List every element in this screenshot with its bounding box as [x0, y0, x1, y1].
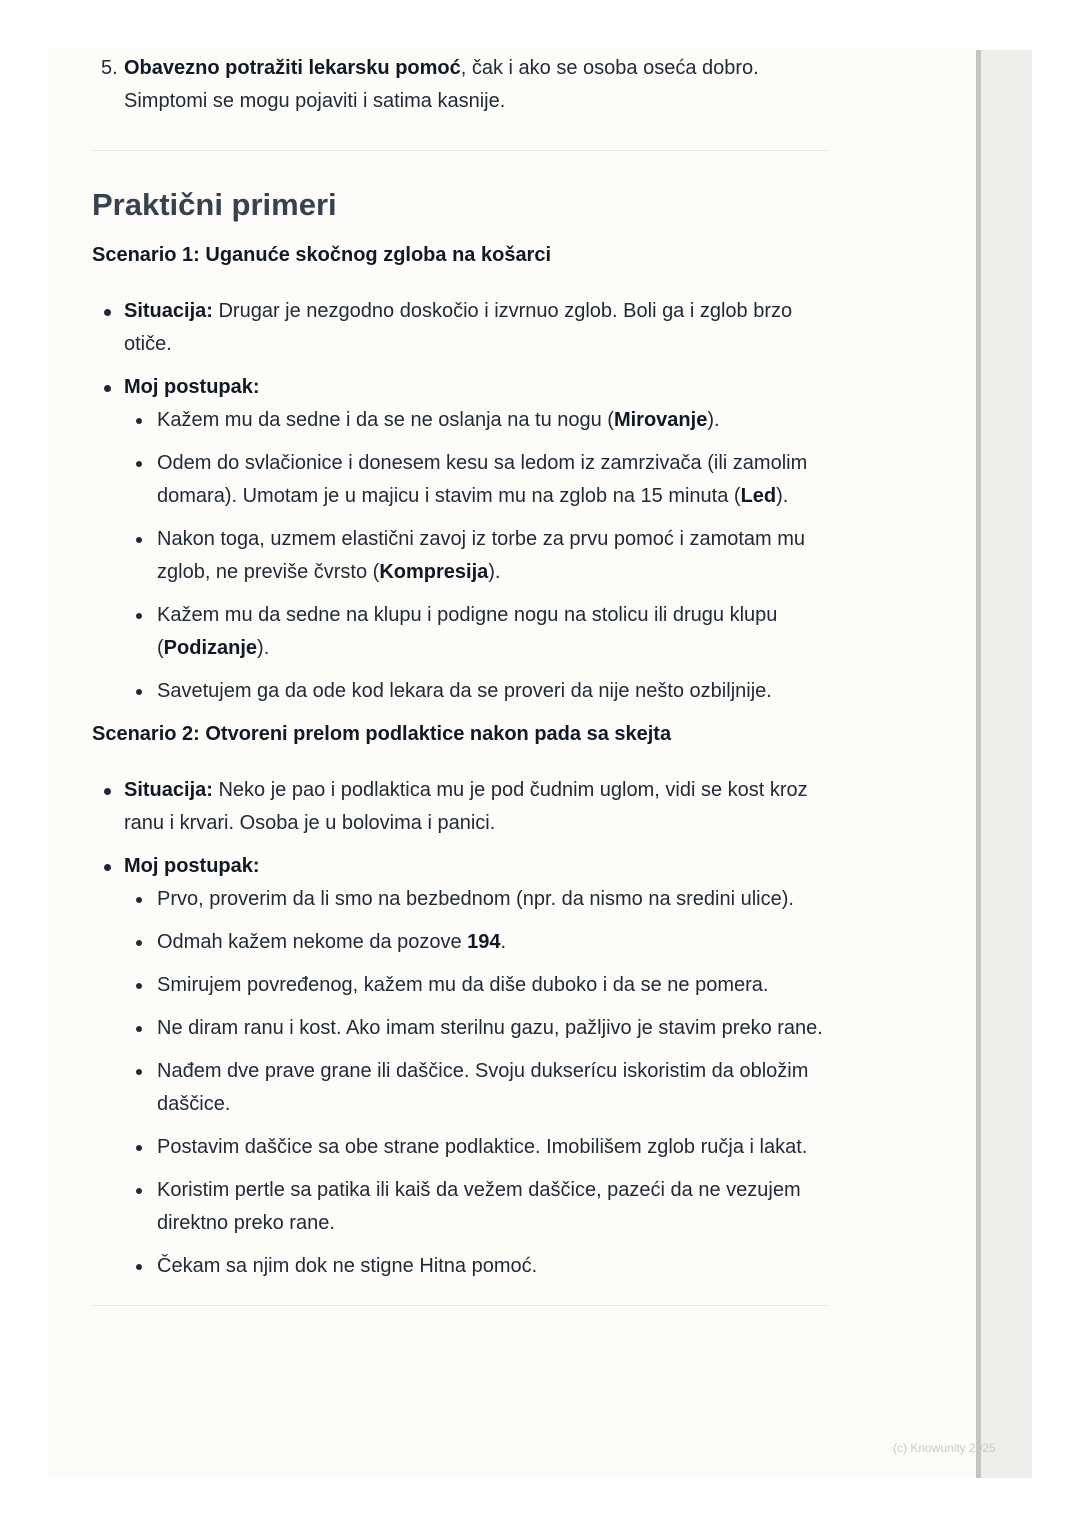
item-text: , čak i ako se osoba oseća dobro. Simptomi se mogu pojaviti i satima kasnije.	[124, 57, 759, 112]
list-item: Kažem mu da sedne i da se ne oslanja na tu nogu (Mirovanje).	[124, 404, 828, 437]
list-item-situation	[92, 774, 828, 840]
procedure-steps	[124, 883, 828, 1283]
list-item: Prvo, proverim da li smo na bezbednom (npr. da nismo na sredini ulice).	[124, 883, 828, 916]
scenario-2-list	[92, 774, 828, 1283]
procedure-label: Moj postupak:	[124, 855, 260, 877]
situation-text: Drugar je nezgodno doskočio i izvrnuo zglob. Boli ga i zglob brzo otiče.	[124, 300, 793, 355]
procedure-steps	[124, 404, 828, 708]
procedure-label: Moj postupak:	[124, 376, 260, 398]
list-item-procedure	[92, 850, 828, 1283]
section-divider	[92, 150, 828, 151]
copyright-watermark: (c) Knowunity 2025	[893, 1441, 996, 1455]
situation-label: Situacija:	[124, 300, 213, 322]
list-item: Smirujem povređenog, kažem mu da diše duboko i da se ne pomera.	[124, 969, 828, 1002]
situation-label: Situacija:	[124, 779, 213, 801]
scrollbar[interactable]	[976, 50, 1032, 1478]
section-divider	[92, 1305, 828, 1306]
section-heading: Praktični primeri	[92, 187, 337, 222]
numbered-item-5	[92, 52, 828, 118]
scenario-1-list	[92, 295, 828, 708]
list-item: Nakon toga, uzmem elastični zavoj iz torbe za prvu pomoć i zamotam mu zglob, ne previše čvrsto (Kompresija).	[124, 523, 828, 589]
situation-text: Neko je pao i podlaktica mu je pod čudnim uglom, vidi se kost kroz ranu i krvari. Osoba je u bolovima i panici.	[124, 779, 808, 834]
list-item: Odmah kažem nekome da pozove 194.	[124, 926, 828, 959]
item-bold-text: Obavezno potražiti lekarsku pomoć	[124, 57, 461, 79]
item-number: 5.	[101, 57, 118, 79]
scenario-2-heading: Scenario 2: Otvoreni prelom podlaktice nakon pada sa skejta	[92, 723, 672, 745]
list-item: Ne diram ranu i kost. Ako imam sterilnu gazu, pažljivo je stavim preko rane.	[124, 1012, 828, 1045]
scenario-1-heading: Scenario 1: Uganuće skočnog zgloba na košarci	[92, 244, 552, 266]
list-item: Postavim daščice sa obe strane podlaktice. Imobilišem zglob ručja i lakat.	[124, 1131, 828, 1164]
list-item: Odem do svlačionice i donesem kesu sa ledom iz zamrzivača (ili zamolim domara). Umotam je u majicu i stavim mu na zglob na 15 minuta (Led).	[124, 447, 828, 513]
list-item: Čekam sa njim dok ne stigne Hitna pomoć.	[124, 1250, 828, 1283]
scrollbar-thumb[interactable]	[976, 50, 981, 1478]
list-item: Nađem dve prave grane ili daščice. Svoju dukserícu iskoristim da obložim daščice.	[124, 1055, 828, 1121]
list-item: Kažem mu da sedne na klupu i podigne nogu na stolicu ili drugu klupu (Podizanje).	[124, 599, 828, 665]
list-item-procedure	[92, 371, 828, 708]
list-item: Savetujem ga da ode kod lekara da se proveri da nije nešto ozbiljnije.	[124, 675, 828, 708]
document-content	[92, 52, 828, 1306]
list-item: Koristim pertle sa patika ili kaiš da vežem daščice, pazeći da ne vezujem direktno preko rane.	[124, 1174, 828, 1240]
list-item-situation	[92, 295, 828, 361]
